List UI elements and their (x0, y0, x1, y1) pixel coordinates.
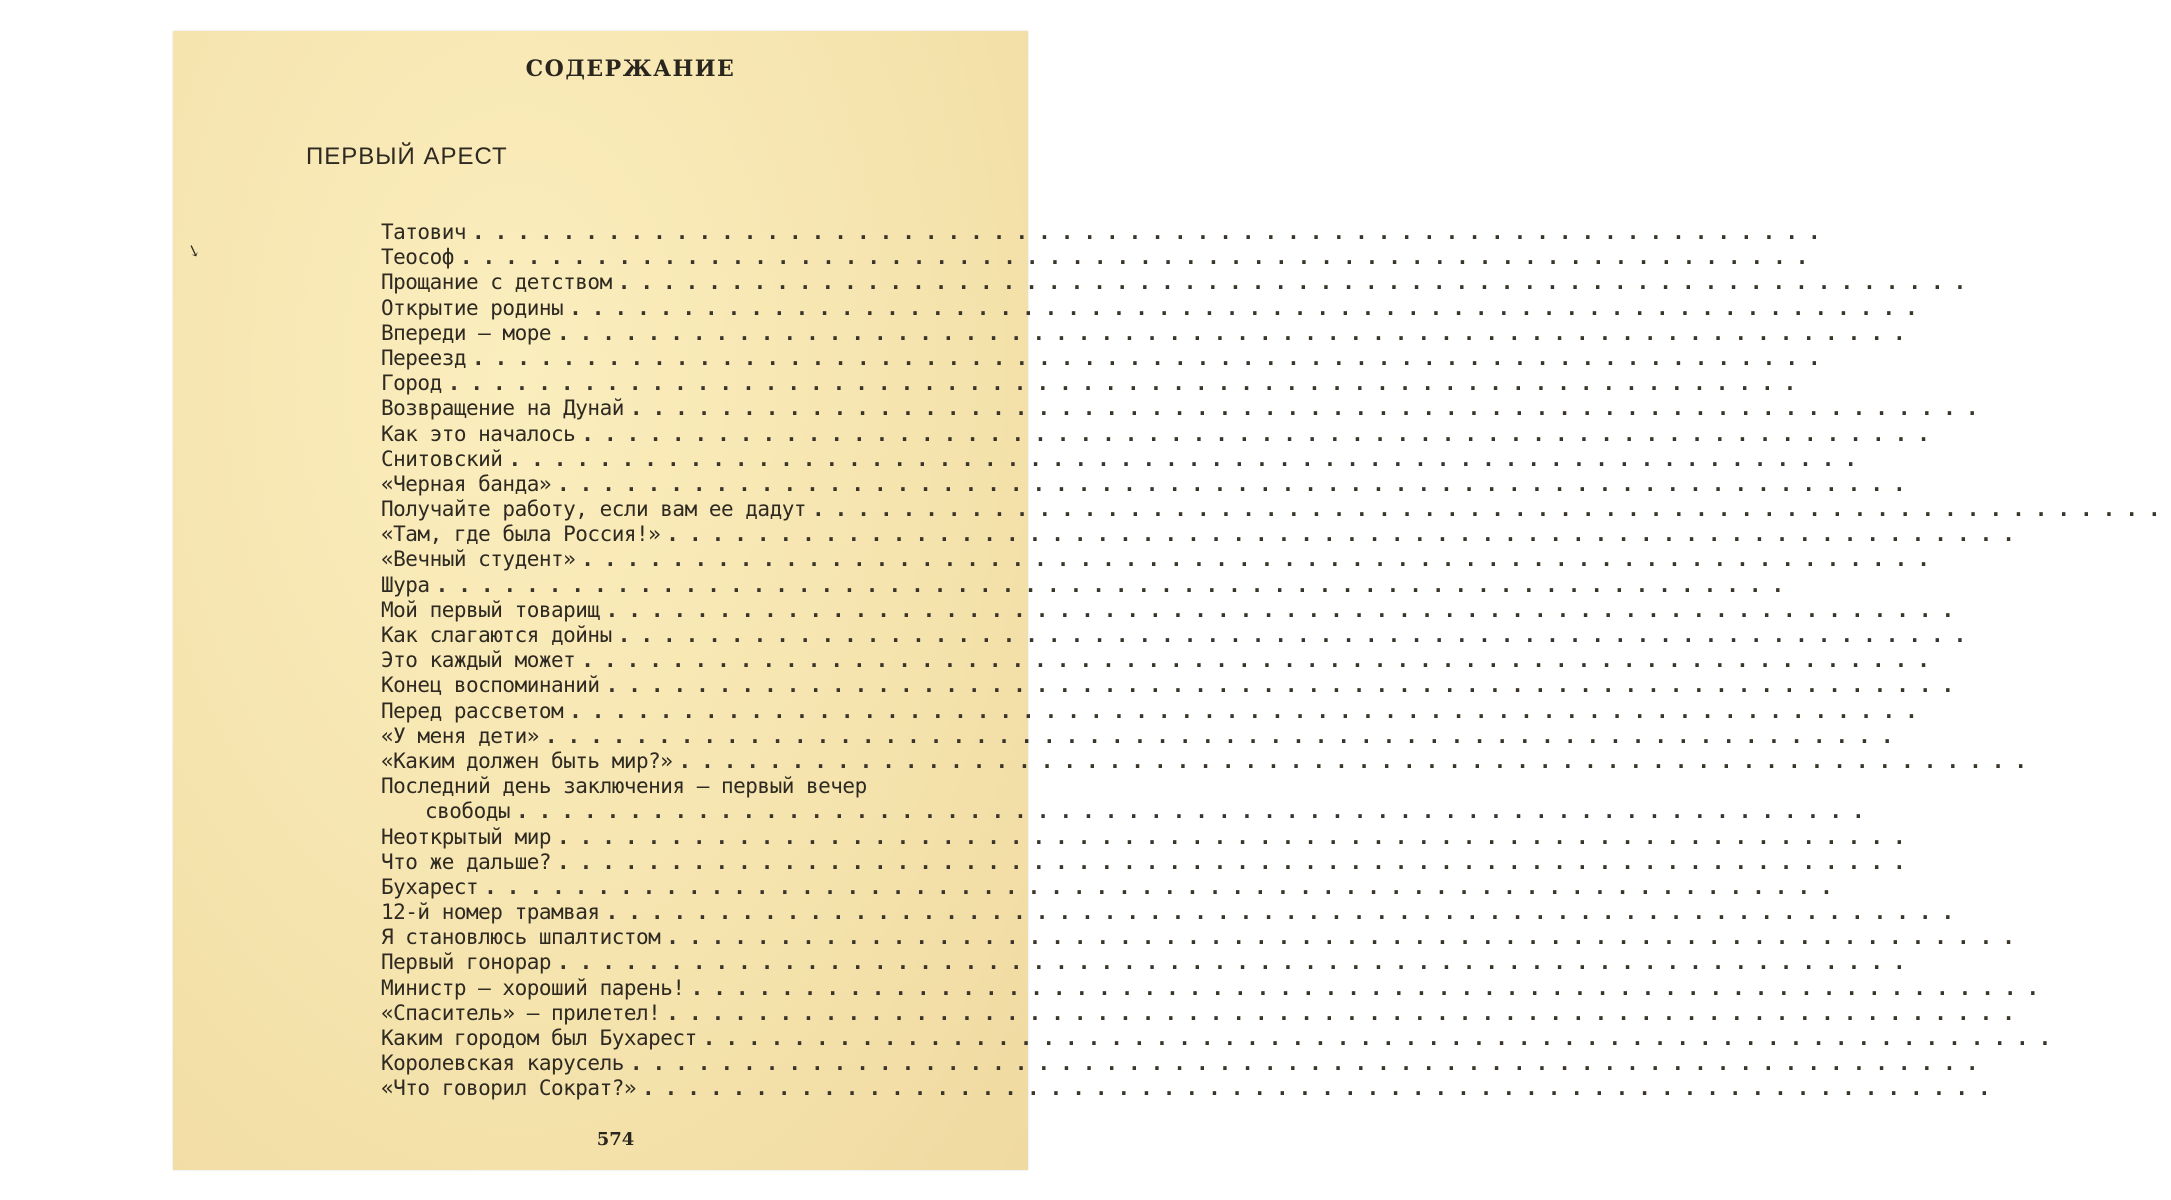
dot-leader: ............................................................ (666, 1000, 2025, 1025)
toc-entry-title: Как слагаются дойны (381, 623, 612, 647)
toc-entry (381, 320, 1916, 346)
toc-entry-title: «Каким должен быть мир?» (381, 748, 673, 773)
dot-leader: ............................................................ (516, 799, 1875, 824)
toc-entry (381, 220, 1831, 245)
toc-entry-title: Как это началось (381, 421, 576, 446)
toc-entry-title: Шура (381, 572, 430, 597)
part-title: ПЕРВЫЙ АРЕСТ (306, 143, 508, 170)
toc-entry (381, 673, 1965, 698)
toc-entry (381, 497, 2171, 522)
toc-entry-title: свободы (425, 799, 511, 824)
contents-heading: СОДЕРЖАНИЕ (525, 56, 736, 82)
toc-entry (381, 748, 2038, 774)
toc-entry-title: «Там, где была Россия!» (381, 522, 661, 547)
toc-entry (381, 295, 1928, 321)
toc-entry-title: Мой первый товарищ (381, 597, 600, 622)
toc-entry-title: Каким городом был Бухарест (381, 1026, 697, 1050)
toc-entry-title: Министр — хороший парень! (381, 975, 685, 1000)
toc-entry (381, 245, 1819, 270)
dot-leader: ............................................................ (484, 874, 1843, 899)
toc-entry (381, 874, 1843, 900)
book-page (173, 31, 2171, 1170)
dot-leader: ............................................................ (447, 371, 1807, 396)
toc-entry (381, 698, 1928, 724)
dot-leader: ............................................................ (666, 925, 2025, 950)
toc-entry-title: Город (381, 371, 442, 396)
toc-entry-title: «Что говорил Сократ?» (381, 1076, 637, 1101)
toc-entry (381, 925, 2025, 950)
toc-entry (381, 849, 1916, 875)
toc-entry-title: Первый гонорар (381, 950, 552, 975)
toc-entry-title: Татович (381, 220, 467, 244)
toc-entry (381, 975, 2050, 1001)
toc-entry (381, 446, 1868, 472)
toc-entry-title: «Вечный студент» (381, 547, 576, 572)
toc-entry-title: Конец воспоминаний (381, 673, 600, 698)
toc-entry-title: Королевская карусель (381, 1051, 624, 1076)
dot-leader: ............................................................ (617, 623, 1977, 647)
dot-leader: ............................................................ (678, 748, 2038, 773)
dot-leader: ............................................................ (702, 1026, 2062, 1050)
toc-entry (381, 623, 1977, 648)
toc-entry (381, 1000, 2025, 1026)
dot-leader: ............................................................ (605, 900, 1965, 925)
dot-leader: ............................................................ (472, 345, 1831, 370)
toc-entry (381, 1076, 2001, 1101)
dot-leader: ............................................................ (435, 572, 1795, 597)
margin-ink-mark: ↘ (184, 239, 204, 262)
toc-entry (381, 648, 1940, 673)
dot-leader: ............................................................ (557, 950, 1916, 975)
toc-entry (381, 371, 1807, 396)
toc-entry-title: 12-й номер трамвая (381, 900, 600, 925)
dot-leader: ............................................................ (812, 497, 2171, 522)
toc-entry (381, 270, 1977, 295)
toc-entry (381, 396, 1989, 421)
toc-entry (381, 345, 1831, 371)
toc-entry (381, 597, 1965, 623)
toc-entry-continuation (381, 799, 1875, 824)
toc-entry (381, 471, 1916, 497)
toc-entry-title: Открытие родины (381, 295, 564, 320)
dot-leader: ............................................................ (666, 522, 2025, 547)
toc-entry-title: Получайте работу, если вам ее дадут (381, 497, 807, 522)
dot-leader: ............................................................ (544, 723, 1904, 748)
toc-entry (381, 421, 1940, 447)
dot-leader: ............................................................ (605, 673, 1965, 698)
toc-entry (381, 774, 989, 799)
dot-leader: ............................................................ (557, 471, 1916, 496)
toc-entry-title: «У меня дети» (381, 723, 539, 748)
toc-entry-title: Переезд (381, 345, 467, 370)
toc-entry (381, 723, 1904, 749)
toc-entry-title: Перед рассветом (381, 698, 564, 723)
toc-entry-title: «Спаситель» — прилетел! (381, 1000, 661, 1025)
toc-entry (381, 900, 1965, 925)
dot-leader: ............................................................ (569, 295, 1928, 320)
toc-entry (381, 522, 2025, 547)
toc-entry (381, 547, 1940, 572)
dot-leader: ............................................................ (569, 698, 1928, 723)
toc-entry-title: «Черная банда» (381, 471, 552, 496)
toc-entry-title: Прощание с детством (381, 270, 612, 295)
toc-entry (381, 572, 1795, 598)
toc-entry-title: Последний день заключения — первый вечер (381, 774, 867, 799)
toc-entry-title: Неоткрытый мир (381, 824, 552, 849)
dot-leader: ............................................................ (605, 597, 1965, 622)
toc-entry (381, 950, 1916, 975)
table-of-contents (381, 220, 2171, 1102)
toc-entry-title: Возвращение на Дунай (381, 396, 624, 421)
toc-entry (381, 1051, 1989, 1076)
toc-entry-title: Бухарест (381, 874, 479, 899)
dot-leader: ............................................................ (581, 648, 1940, 673)
toc-entry (381, 824, 1916, 850)
dot-leader: ............................................................ (557, 824, 1916, 849)
dot-leader: ............................................................ (459, 245, 1819, 270)
toc-entry-title: Снитовский (381, 446, 503, 471)
dot-leader: ............................................................ (617, 270, 1977, 295)
toc-entry (381, 1026, 2062, 1051)
toc-entry-title: Я становлюсь шпалтистом (381, 925, 661, 950)
page-number: 574 (596, 1129, 635, 1150)
toc-entry-title: Теософ (381, 245, 454, 270)
dot-leader: ............................................................ (581, 421, 1940, 446)
dot-leader: ............................................................ (629, 396, 1989, 421)
toc-entry-title: Что же дальше? (381, 849, 552, 874)
dot-leader: ............................................................ (472, 220, 1831, 244)
dot-leader: ............................................................ (557, 849, 1916, 874)
dot-leader: ............................................................ (642, 1076, 2001, 1101)
dot-leader: ............................................................ (690, 975, 2050, 1000)
toc-entry-title: Впереди — море (381, 320, 552, 345)
dot-leader: ............................................................ (629, 1051, 1989, 1076)
dot-leader: ............................................................ (508, 446, 1868, 471)
dot-leader: ............................................................ (581, 547, 1940, 572)
toc-entry-title: Это каждый может (381, 648, 576, 673)
dot-leader: ............................................................ (557, 320, 1916, 345)
